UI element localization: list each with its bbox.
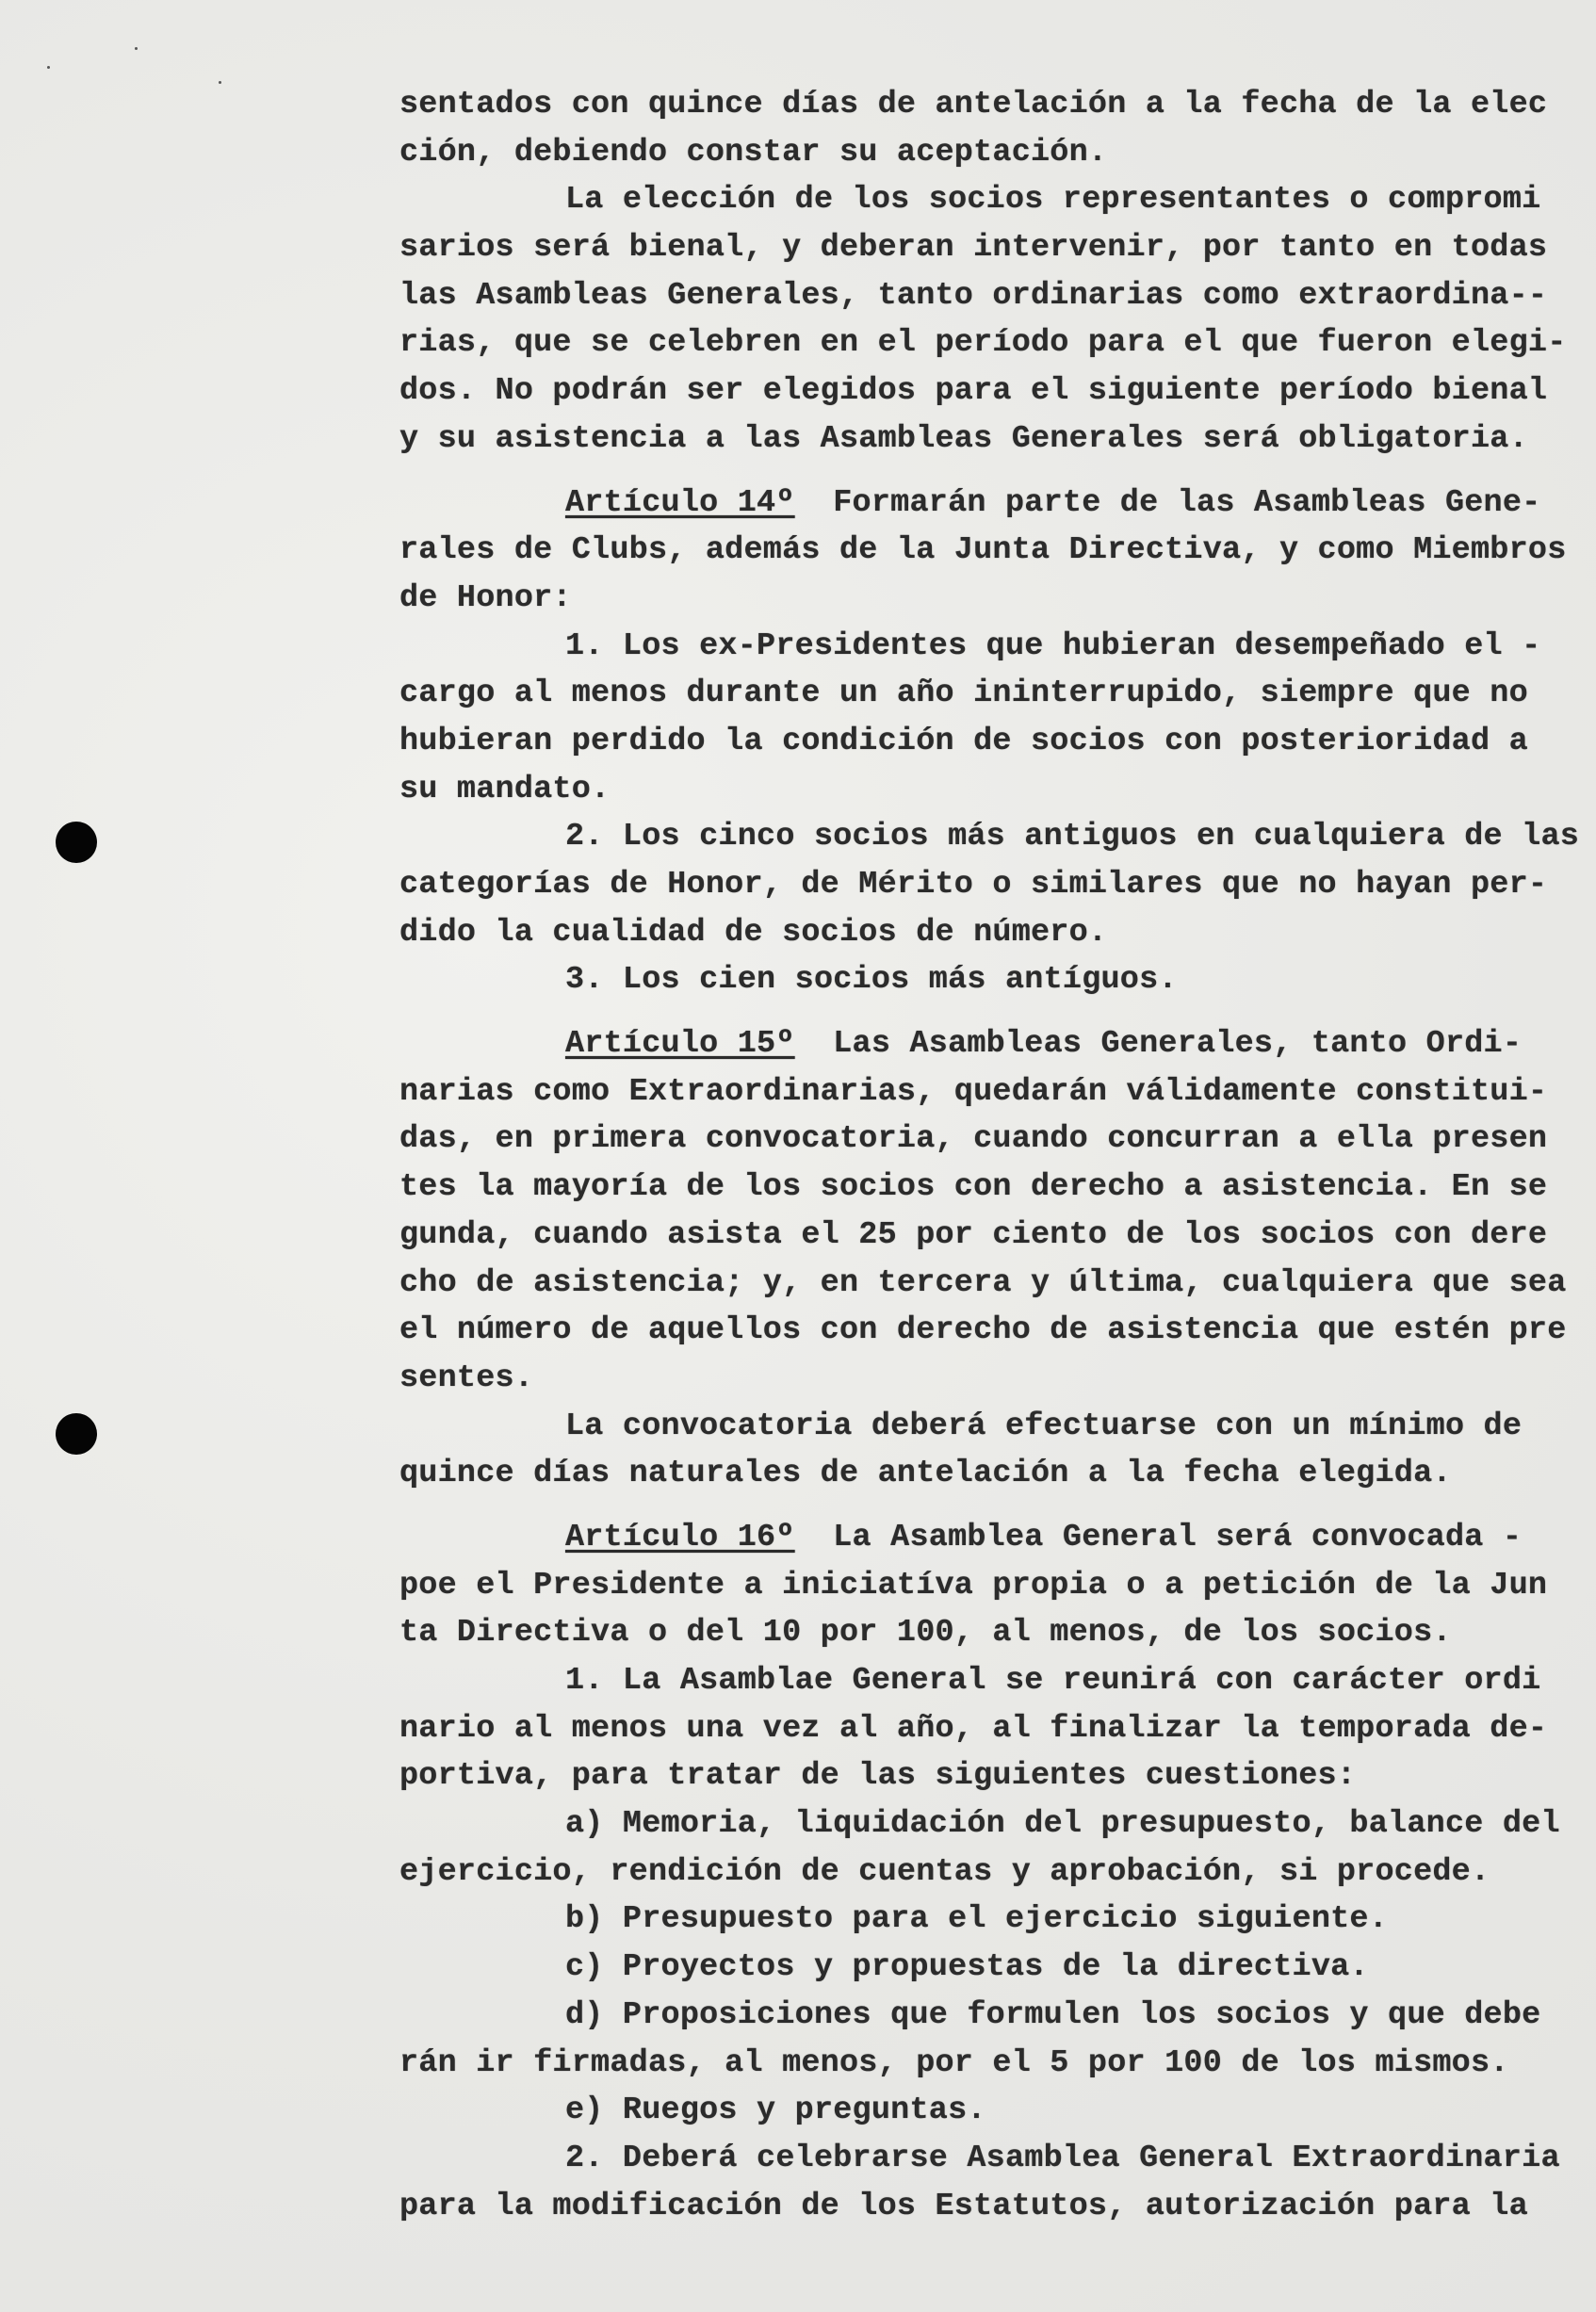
line-text: rán ir firmadas, al menos, por el 5 por 100 de los mismos. [399,2044,1509,2081]
text-line [399,224,1577,272]
text-line [399,81,1577,129]
line-text: de Honor: [399,579,572,616]
line-text: las Asambleas Generales, tanto ordinarias como extraordina-- [399,277,1548,314]
text-line [399,1260,1577,1308]
text-line [399,272,1577,320]
line-text: y su asistencia a las Asambleas Generales será obligatoria. [399,420,1528,457]
line-text: cho de asistencia; y, en tercera y última, cualquiera que sea [399,1264,1567,1301]
line-text: rales de Clubs, además de la Junta Directiva, y como Miembros [399,532,1567,569]
line-text: poe el Presidente a iniciatíva propia o a petición de la Jun [399,1567,1548,1604]
text-line [399,1800,1577,1848]
line-text: sentados con quince días de antelación a la fecha de la elec [399,87,1548,122]
line-text: ta Directiva o del 10 por 100, al menos, de los socios. [399,1615,1452,1652]
paragraph [399,176,1577,463]
text-line [399,319,1577,367]
text-line [399,956,1577,1004]
line-text: Las Asambleas Generales, tanto Ordi- [794,1026,1523,1063]
line-text: 1. Los ex-Presidentes que hubieran desempeñado el - [565,627,1541,664]
text-line [399,575,1577,623]
text-line [399,1355,1577,1403]
line-text: portiva, para tratar de las siguientes cuestiones: [399,1758,1357,1795]
line-text: 3. Los cien socios más antíguos. [565,962,1178,999]
text-line [399,1068,1577,1116]
line-text: cargo al menos durante un año ininterrupido, siempre que no [399,676,1528,712]
text-line [399,813,1580,861]
text-line [399,766,1577,814]
paragraph [399,81,1577,176]
text-line [399,1307,1577,1355]
text-line [399,1992,1577,2040]
text-line [399,415,1577,464]
text-line [399,1944,1577,1992]
line-text: c) Proyectos y propuestas de la directiva. [565,1949,1369,1986]
text-line [399,718,1577,766]
line-text: Formarán parte de las Asambleas Gene- [794,484,1541,521]
line-text: das, en primera convocatoria, cuando concurran a ella presen [399,1121,1548,1158]
line-text: sarios será bienal, y deberan intervenir, por tanto en todas [399,230,1548,267]
line-text: tes la mayoría de los socios con derecho a asistencia. En se [399,1169,1548,1206]
article-heading: Artículo 16º [565,1519,795,1555]
punch-hole-top [56,822,97,863]
text-line [399,1403,1577,1451]
line-text: ejercicio, rendición de cuentas y aprobación, si procede. [399,1853,1490,1890]
text-line [399,1896,1577,1944]
text-line [399,861,1577,909]
line-text: ción, debiendo constar su aceptación. [399,134,1108,171]
text-line [399,2040,1577,2088]
text-line [399,2135,1577,2183]
text-line [399,129,1577,177]
text-line [399,176,1577,224]
paragraph [399,956,1577,1004]
line-text: La Asamblea General será convocada - [794,1519,1523,1555]
text-line [399,1609,1577,1657]
paragraph [399,1657,1577,1800]
text-line [399,1705,1577,1753]
paper-speck [219,81,221,84]
line-text: dido la cualidad de socios de número. [399,914,1108,951]
text-line [399,1164,1577,1212]
line-text: rias, que se celebren en el período para el que fueron elegi- [399,325,1567,362]
paragraph [399,1403,1577,1498]
line-text: quince días naturales de antelación a la fecha elegida. [399,1456,1452,1492]
punch-hole-bottom [56,1413,97,1455]
paragraph [399,1944,1577,1992]
text-line [399,670,1577,718]
line-text: hubieran perdido la condición de socios con posterioridad a [399,723,1528,759]
text-line [399,1450,1577,1498]
line-text: d) Proposiciones que formulen los socios y que debe [565,1996,1541,2033]
text-line [399,1752,1577,1800]
paper-speck [135,47,138,50]
article-heading: Artículo 15º [565,1026,795,1063]
paper-speck [47,66,50,69]
text-line [399,2087,1577,2135]
line-text: La elección de los socios representantes o compromi [565,182,1541,219]
line-text: 1. La Asamblae General se reunirá con carácter ordi [565,1663,1541,1699]
article-paragraph [399,1514,1577,1657]
text-line [399,909,1577,957]
line-text: nario al menos una vez al año, al finalizar la temporada de- [399,1710,1548,1747]
line-text: narias como Extraordinarias, quedarán válidamente constitui- [399,1073,1548,1110]
article-heading: Artículo 14º [565,484,795,521]
line-text: su mandato. [399,771,611,807]
line-text: e) Ruegos y preguntas. [565,2092,986,2129]
line-text: dos. No podrán ser elegidos para el siguiente período bienal [399,373,1548,410]
line-text: a) Memoria, liquidación del presupuesto, balance del [565,1806,1560,1843]
line-text: gunda, cuando asista el 25 por ciento de los socios con dere [399,1216,1548,1253]
text-line [399,1020,1577,1068]
text-line [399,480,1577,528]
paragraph [399,813,1580,956]
line-text: sentes. [399,1360,534,1396]
text-line [399,1848,1577,1897]
text-line [399,527,1577,575]
text-line [399,1657,1577,1705]
paragraph [399,1800,1577,1896]
text-line [399,367,1577,415]
text-line [399,1562,1577,1610]
article-paragraph [399,480,1577,623]
text-line [399,1212,1577,1260]
line-text: b) Presupuesto para el ejercicio siguiente. [565,1901,1389,1938]
paragraph [399,1992,1577,2087]
line-text: La convocatoria deberá efectuarse con un mínimo de [565,1408,1523,1444]
text-line [399,1514,1577,1562]
line-text: el número de aquellos con derecho de asistencia que estén pre [399,1312,1567,1349]
text-line [399,623,1577,671]
line-text: 2. Deberá celebrarse Asamblea General Extraordinaria [565,2140,1560,2176]
article-paragraph [399,1020,1577,1403]
line-text: 2. Los cinco socios más antiguos en cualquiera de las [565,819,1580,855]
paragraph [399,1896,1577,1944]
paragraph [399,2087,1577,2135]
line-text: categorías de Honor, de Mérito o similares que no hayan per- [399,867,1548,903]
typewritten-page [399,81,1580,2230]
paragraph [399,2135,1577,2230]
line-text: para la modificación de los Estatutos, autorización para la [399,2188,1528,2224]
text-line [399,1115,1577,1164]
text-line [399,2183,1577,2231]
paragraph [399,623,1577,814]
